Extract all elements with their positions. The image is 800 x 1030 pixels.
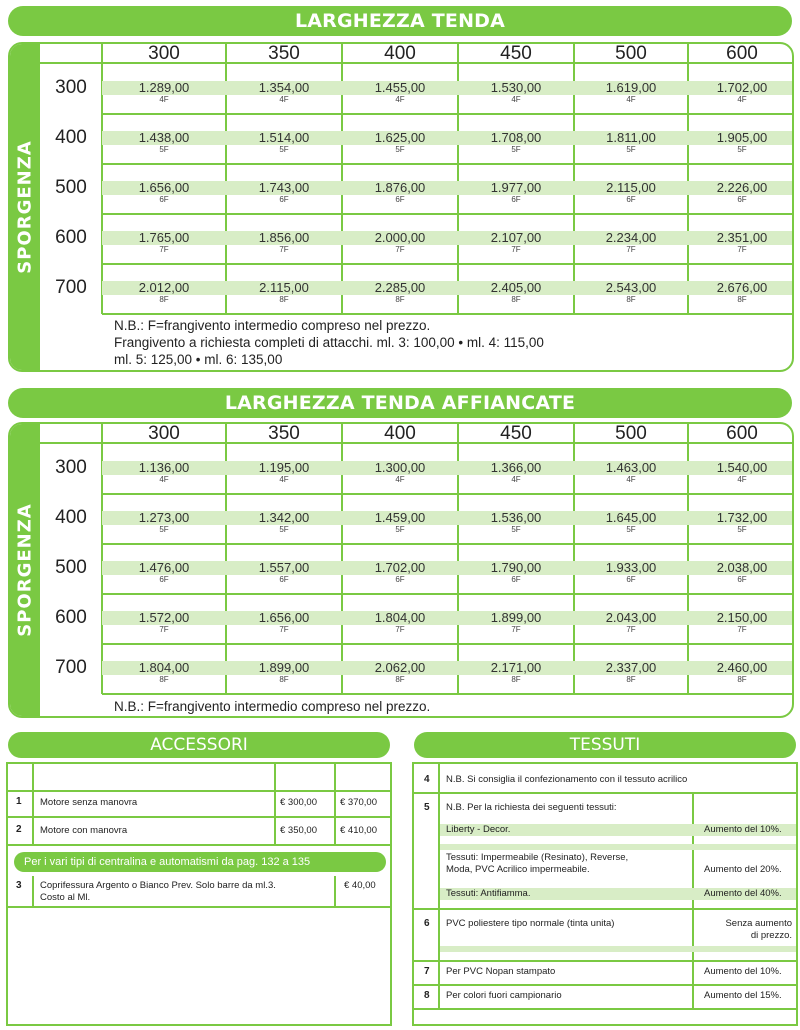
table2-title: LARGHEZZA TENDA AFFIANCATE [8, 388, 792, 418]
table2-price-cell: 1.459,00 [374, 510, 426, 525]
table1-price-cell: 1.905,00 [716, 130, 768, 145]
accessori-item-1-price1: € 300,00 [280, 797, 317, 808]
tessuti-item-6-value-2: di prezzo. [750, 930, 792, 941]
table2-price-cell: 1.732,00 [716, 510, 768, 525]
table2-frangivento-code: 5F [159, 525, 169, 534]
table2-frangivento-code: 8F [395, 675, 405, 684]
table2-frangivento-code: 7F [737, 625, 747, 634]
table2-frangivento-code: 7F [279, 625, 289, 634]
table1-frangivento-code: 5F [279, 145, 289, 154]
table1-price-cell: 1.625,00 [374, 130, 426, 145]
table1-frangivento-code: 5F [626, 145, 636, 154]
table1-col-header: 450 [500, 43, 532, 64]
tessuti-item-4-text: N.B. Si consiglia il confezionamento con il tessuto acrilico [446, 774, 688, 785]
table1-frangivento-code: 7F [511, 245, 521, 254]
table1-panel [8, 42, 794, 372]
table1-col-header: 500 [615, 43, 647, 64]
table1-frangivento-code: 5F [737, 145, 747, 154]
table1-price-cell: 2.405,00 [490, 280, 542, 295]
tessuti-antifiamma: Tessuti: Antifiamma. [446, 888, 531, 899]
table2-frangivento-code: 7F [395, 625, 405, 634]
table1-price-cell: 1.765,00 [138, 230, 190, 245]
table1-frangivento-code: 7F [737, 245, 747, 254]
table2-price-cell: 1.195,00 [258, 460, 310, 475]
table1-frangivento-code: 8F [159, 295, 169, 304]
table2-frangivento-code: 6F [626, 575, 636, 584]
table2-frangivento-code: 5F [395, 525, 405, 534]
tessuti-item-8-value: Aumento del 15%. [704, 990, 782, 1001]
table2-frangivento-code: 8F [737, 675, 747, 684]
table2-frangivento-code: 6F [395, 575, 405, 584]
table2-price-cell: 1.342,00 [258, 510, 310, 525]
tessuti-item-6-text: PVC poliestere tipo normale (tinta unita) [446, 918, 615, 929]
table2-price-cell: 1.536,00 [490, 510, 542, 525]
table2-price-cell: 1.656,00 [258, 610, 310, 625]
table1-frangivento-code: 6F [737, 195, 747, 204]
accessori-title: ACCESSORI [8, 732, 390, 758]
table2-price-cell: 1.300,00 [374, 460, 426, 475]
table1-price-cell: 2.285,00 [374, 280, 426, 295]
table1-price-cell: 2.000,00 [374, 230, 426, 245]
tessuti-item-8-text: Per colori fuori campionario [446, 990, 562, 1001]
table1-side-label: SPORGENZA [14, 140, 36, 274]
tessuti-item-6-value-1: Senza aumento [725, 918, 792, 929]
table1-frangivento-code: 7F [395, 245, 405, 254]
accessori-centralina-banner: Per i vari tipi di centralina e automatismi da pag. 132 a 135 [14, 852, 386, 872]
table2-price-cell: 1.645,00 [605, 510, 657, 525]
table2-price-cell: 2.043,00 [605, 610, 657, 625]
table2-side-label: SPORGENZA [14, 503, 36, 637]
table1-frangivento-code: 7F [159, 245, 169, 254]
table2-price-cell: 1.899,00 [258, 660, 310, 675]
table2-price-cell: 1.273,00 [138, 510, 190, 525]
table2-frangivento-code: 8F [511, 675, 521, 684]
tessuti-item-7-value: Aumento del 10%. [704, 966, 782, 977]
table2-frangivento-code: 4F [395, 475, 405, 484]
table1-price-cell: 1.530,00 [490, 80, 542, 95]
table2-frangivento-code: 8F [279, 675, 289, 684]
accessori-item-3-num: 3 [16, 880, 22, 891]
table1-price-cell: 1.876,00 [374, 180, 426, 195]
table2-price-cell: 2.062,00 [374, 660, 426, 675]
table1-frangivento-code: 8F [511, 295, 521, 304]
table1-price-cell: 2.226,00 [716, 180, 768, 195]
table1-row-label: 600 [55, 227, 87, 248]
table2-col-header: 350 [268, 423, 300, 444]
table2-col-header: 300 [148, 423, 180, 444]
table2-price-cell: 1.790,00 [490, 560, 542, 575]
table2-frangivento-code: 6F [159, 575, 169, 584]
table2-price-cell: 1.136,00 [138, 460, 190, 475]
table1-frangivento-code: 6F [511, 195, 521, 204]
table1-frangivento-code: 4F [279, 95, 289, 104]
table1-price-cell: 1.354,00 [258, 80, 310, 95]
tessuti-item-6-num: 6 [424, 918, 430, 929]
table1-frangivento-code: 5F [395, 145, 405, 154]
tessuti-item-5-num: 5 [424, 802, 430, 813]
tessuti-impermeabile-1: Tessuti: Impermeabile (Resinato), Reverse, [446, 852, 629, 863]
accessori-item-3-price: € 40,00 [344, 880, 376, 891]
table1-note: N.B.: F=frangivento intermedio compreso nel prezzo. [114, 318, 431, 333]
table2-price-cell: 1.899,00 [490, 610, 542, 625]
table1-frangivento-code: 7F [279, 245, 289, 254]
table1-frangivento-code: 4F [626, 95, 636, 104]
table1-col-header: 350 [268, 43, 300, 64]
table2-frangivento-code: 5F [626, 525, 636, 534]
table2-col-header: 500 [615, 423, 647, 444]
table1-price-cell: 1.708,00 [490, 130, 542, 145]
table1-header-row [40, 44, 792, 64]
tessuti-liberty: Liberty - Decor. [446, 824, 511, 835]
table1-row-label: 300 [55, 77, 87, 98]
table1-frangivento-code: 4F [737, 95, 747, 104]
table2-price-cell: 1.557,00 [258, 560, 310, 575]
table2-row-label: 600 [55, 607, 87, 628]
table1-row-label: 700 [55, 277, 87, 298]
table1-row-label: 500 [55, 177, 87, 198]
table2-price-cell: 1.933,00 [605, 560, 657, 575]
table2-frangivento-code: 7F [159, 625, 169, 634]
table2-frangivento-code: 4F [279, 475, 289, 484]
table1-price-cell: 1.656,00 [138, 180, 190, 195]
tessuti-title: TESSUTI [414, 732, 796, 758]
table1-price-cell: 1.977,00 [490, 180, 542, 195]
table2-price-cell: 1.804,00 [374, 610, 426, 625]
table1-price-cell: 1.856,00 [258, 230, 310, 245]
tessuti-impermeabile-value: Aumento del 20%. [704, 864, 782, 875]
table1-frangivento-code: 4F [511, 95, 521, 104]
table1-price-cell: 2.234,00 [605, 230, 657, 245]
table1-price-cell: 1.702,00 [716, 80, 768, 95]
accessori-item-2-price2: € 410,00 [340, 825, 377, 836]
table1-col-header: 600 [726, 43, 758, 64]
table1-price-cell: 1.619,00 [605, 80, 657, 95]
table1-side-label-bar [10, 44, 40, 370]
table2-col-header: 400 [384, 423, 416, 444]
table2-frangivento-code: 5F [511, 525, 521, 534]
table2-row-label: 700 [55, 657, 87, 678]
table1-frangivento-code: 6F [395, 195, 405, 204]
table1-price-cell: 1.289,00 [138, 80, 190, 95]
table2-frangivento-code: 8F [159, 675, 169, 684]
tessuti-item-5-text: N.B. Per la richiesta dei seguenti tessuti: [446, 802, 617, 813]
table1-frangivento-code: 6F [626, 195, 636, 204]
table2-price-cell: 1.702,00 [374, 560, 426, 575]
table2-price-cell: 1.366,00 [490, 460, 542, 475]
table2-side-label-bar [10, 424, 40, 716]
tessuti-item-7-text: Per PVC Nopan stampato [446, 966, 556, 977]
table1-title: LARGHEZZA TENDA [8, 6, 792, 36]
table2-frangivento-code: 6F [279, 575, 289, 584]
table2-price-cell: 2.460,00 [716, 660, 768, 675]
table1-frangivento-code: 5F [511, 145, 521, 154]
table1-note: Frangivento a richiesta completi di attacchi. ml. 3: 100,00 • ml. 4: 115,00 [114, 335, 544, 350]
table1-col-header: 300 [148, 43, 180, 64]
table1-price-cell: 2.676,00 [716, 280, 768, 295]
accessori-item-1-desc: Motore senza manovra [40, 797, 138, 808]
table2-price-cell: 2.150,00 [716, 610, 768, 625]
tessuti-box [412, 762, 798, 1026]
tessuti-item-4-num: 4 [424, 774, 430, 785]
table1-note: ml. 5: 125,00 • ml. 6: 135,00 [114, 352, 283, 367]
table2-price-cell: 2.038,00 [716, 560, 768, 575]
table1-price-cell: 2.107,00 [490, 230, 542, 245]
table1-price-cell: 1.455,00 [374, 80, 426, 95]
table2-price-cell: 1.476,00 [138, 560, 190, 575]
table2-frangivento-code: 4F [159, 475, 169, 484]
table1-price-cell: 2.012,00 [138, 280, 190, 295]
accessori-item-2-price1: € 350,00 [280, 825, 317, 836]
table2-price-cell: 1.463,00 [605, 460, 657, 475]
table1-frangivento-code: 4F [159, 95, 169, 104]
table2-price-cell: 2.171,00 [490, 660, 542, 675]
table1-frangivento-code: 6F [279, 195, 289, 204]
table1-frangivento-code: 6F [159, 195, 169, 204]
table2-header-row [40, 424, 792, 444]
table2-frangivento-code: 6F [737, 575, 747, 584]
table1-frangivento-code: 8F [626, 295, 636, 304]
accessori-item-1-num: 1 [16, 796, 22, 807]
table2-price-cell: 1.804,00 [138, 660, 190, 675]
table1-price-cell: 1.514,00 [258, 130, 310, 145]
table2-price-cell: 1.540,00 [716, 460, 768, 475]
tessuti-liberty-value: Aumento del 10%. [704, 824, 782, 835]
accessori-item-3-desc-1: Coprifessura Argento o Bianco Prev. Solo barre da ml.3. [40, 880, 276, 891]
table2-frangivento-code: 6F [511, 575, 521, 584]
tessuti-item-7-num: 7 [424, 966, 430, 977]
table1-price-cell: 2.115,00 [606, 180, 656, 195]
table1-price-cell: 2.351,00 [716, 230, 768, 245]
table1-frangivento-code: 7F [626, 245, 636, 254]
tessuti-antifiamma-value: Aumento del 40%. [704, 888, 782, 899]
table1-col-header: 400 [384, 43, 416, 64]
table2-price-cell: 2.337,00 [605, 660, 657, 675]
table2-frangivento-code: 5F [737, 525, 747, 534]
table2-row-label: 300 [55, 457, 87, 478]
tessuti-impermeabile-2: Moda, PVC Acrilico impermeabile. [446, 864, 590, 875]
accessori-item-2-num: 2 [16, 824, 22, 835]
table1-frangivento-code: 4F [395, 95, 405, 104]
table1-frangivento-code: 8F [279, 295, 289, 304]
table1-row-label: 400 [55, 127, 87, 148]
accessori-item-1-price2: € 370,00 [340, 797, 377, 808]
table1-frangivento-code: 5F [159, 145, 169, 154]
table2-row-label: 500 [55, 557, 87, 578]
accessori-box [6, 762, 392, 1026]
table2-frangivento-code: 4F [737, 475, 747, 484]
accessori-item-3-desc-2: Costo al Ml. [40, 892, 91, 903]
table2-frangivento-code: 7F [511, 625, 521, 634]
table2-frangivento-code: 5F [279, 525, 289, 534]
table2-frangivento-code: 4F [626, 475, 636, 484]
table1-price-cell: 2.115,00 [259, 280, 309, 295]
table1-price-cell: 1.743,00 [258, 180, 310, 195]
table1-price-cell: 1.811,00 [606, 130, 656, 145]
table1-price-cell: 2.543,00 [605, 280, 657, 295]
table2-note: N.B.: F=frangivento intermedio compreso nel prezzo. [114, 699, 431, 714]
table2-price-cell: 1.572,00 [138, 610, 190, 625]
table2-row-label: 400 [55, 507, 87, 528]
table2-col-header: 450 [500, 423, 532, 444]
table1-frangivento-code: 8F [737, 295, 747, 304]
table2-col-header: 600 [726, 423, 758, 444]
accessori-item-2-desc: Motore con manovra [40, 825, 128, 836]
tessuti-item-8-num: 8 [424, 990, 430, 1001]
table1-price-cell: 1.438,00 [138, 130, 190, 145]
table2-frangivento-code: 4F [511, 475, 521, 484]
table1-frangivento-code: 8F [395, 295, 405, 304]
table2-panel [8, 422, 794, 718]
table2-frangivento-code: 7F [626, 625, 636, 634]
table2-frangivento-code: 8F [626, 675, 636, 684]
